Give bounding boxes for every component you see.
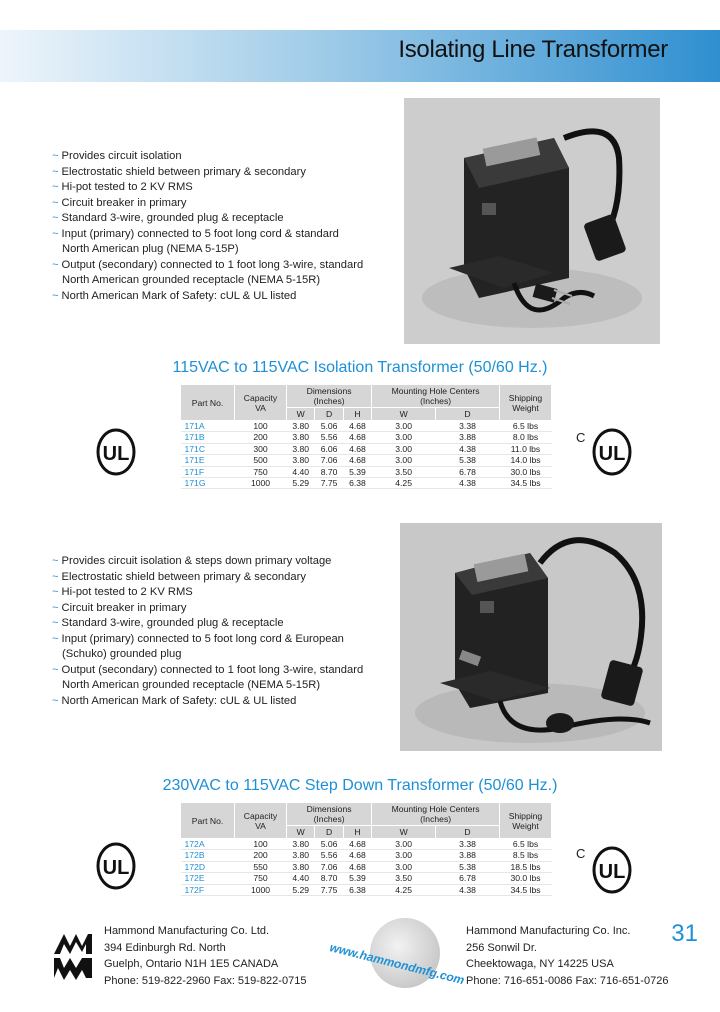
part-number-cell: 172D	[181, 861, 235, 872]
table-row	[181, 861, 552, 872]
product-photo-171	[404, 98, 660, 344]
table-cell: 3.00	[372, 443, 436, 454]
part-number-cell: 172B	[181, 850, 235, 861]
table-cell: 4.40	[287, 873, 315, 884]
table-row	[181, 455, 552, 466]
bullet-tilde-icon: ~	[52, 165, 59, 178]
table-cell: 4.68	[343, 839, 371, 850]
feature-item	[52, 663, 363, 679]
feature-item	[52, 570, 363, 586]
header-mount-w: W	[372, 408, 436, 421]
table-cell: 3.00	[372, 839, 436, 850]
table-cell: 4.68	[343, 432, 371, 443]
table-row	[181, 466, 552, 477]
feature-text: Input (primary) connected to 5 foot long cord & standard	[61, 227, 339, 240]
feature-text: North American grounded receptacle (NEMA 5-15R)	[62, 679, 321, 691]
table-cell: 3.88	[436, 432, 500, 443]
table-cell: 3.50	[372, 873, 436, 884]
part-number-cell: 171C	[181, 443, 235, 454]
table-cell: 3.88	[436, 850, 500, 861]
cul-listed-logo	[592, 428, 632, 476]
table-cell: 7.75	[315, 478, 343, 489]
footer-canada-address	[104, 923, 306, 989]
footer-usa-phone: Phone: 716-651-0086 Fax: 716-651-0726	[466, 974, 669, 987]
cul-c-mark: C	[576, 430, 586, 445]
bullet-tilde-icon: ~	[52, 196, 59, 209]
table-cell: 5.06	[315, 839, 343, 850]
feature-text: Hi-pot tested to 2 KV RMS	[61, 586, 193, 598]
feature-text: Provides circuit isolation	[61, 150, 182, 162]
table-cell: 3.38	[436, 839, 500, 850]
feature-item	[52, 289, 363, 305]
table-cell: 3.00	[372, 850, 436, 861]
table-cell: 300	[235, 443, 287, 454]
table-cell: 550	[235, 861, 287, 872]
header-part-no: Part No.	[181, 803, 235, 839]
bullet-tilde-icon: ~	[52, 555, 59, 567]
feature-item	[52, 601, 363, 617]
feature-text: North American Mark of Safety: cUL & UL listed	[61, 694, 297, 707]
feature-text: Output (secondary) connected to 1 foot long 3-wire, standard	[61, 258, 364, 271]
table-cell: 3.80	[287, 839, 315, 850]
table-row	[181, 850, 552, 861]
table-cell: 1000	[235, 884, 287, 895]
table-cell: 8.70	[315, 466, 343, 477]
table-cell: 200	[235, 850, 287, 861]
table-cell: 500	[235, 455, 287, 466]
table-cell: 750	[235, 873, 287, 884]
footer-usa-company: Hammond Manufacturing Co. Inc.	[466, 925, 631, 937]
table-cell: 3.80	[287, 432, 315, 443]
table-row	[181, 839, 552, 850]
feature-text: Circuit breaker in primary	[61, 196, 187, 209]
feature-item	[52, 165, 363, 181]
product-photo-172	[400, 523, 662, 751]
ul-logo-text: UL	[102, 443, 130, 465]
header-dim-w: W	[287, 408, 315, 421]
table-cell: 100	[235, 421, 287, 432]
feature-text: North American grounded receptacle (NEMA 5-15R)	[62, 274, 321, 286]
footer-canada-city: Guelph, Ontario N1H 1E5 CANADA	[104, 958, 279, 970]
header-shipping: Shipping Weight	[500, 803, 552, 839]
feature-list-2	[52, 554, 363, 709]
part-number-cell: 171F	[181, 466, 235, 477]
footer-usa-street: 256 Sonwil Dr.	[466, 941, 537, 954]
table-cell: 3.80	[287, 443, 315, 454]
feature-text: (Schuko) grounded plug	[62, 648, 182, 660]
table-cell: 7.06	[315, 861, 343, 872]
feature-item	[52, 211, 363, 227]
table-cell: 4.25	[372, 478, 436, 489]
table-cell: 4.68	[343, 861, 371, 872]
page-number: 31	[671, 920, 698, 947]
table-cell: 4.68	[343, 850, 371, 861]
feature-item	[52, 554, 363, 570]
footer-canada-company: Hammond Manufacturing Co. Ltd.	[104, 925, 270, 937]
ul-listed-logo	[96, 842, 136, 890]
table-cell: 5.39	[343, 466, 371, 477]
table-cell: 6.38	[343, 884, 371, 895]
feature-text: Electrostatic shield between primary & secondary	[61, 165, 306, 178]
table-cell: 5.39	[343, 873, 371, 884]
table-cell: 6.5 lbs	[500, 421, 552, 432]
part-number-cell: 171A	[181, 421, 235, 432]
table-cell: 4.38	[436, 478, 500, 489]
table-row	[181, 478, 552, 489]
feature-item	[52, 242, 363, 258]
bullet-tilde-icon: ~	[52, 586, 59, 598]
table-row	[181, 432, 552, 443]
header-mounting: Mounting Hole Centers (Inches)	[372, 803, 500, 826]
footer-usa-address	[466, 923, 668, 989]
table-row	[181, 443, 552, 454]
table-cell: 3.80	[287, 850, 315, 861]
header-dim-d: D	[315, 826, 343, 839]
part-number-cell: 171E	[181, 455, 235, 466]
bullet-tilde-icon: ~	[52, 694, 59, 707]
header-dim-d: D	[315, 408, 343, 421]
spec-table-172	[180, 802, 552, 896]
feature-text: Electrostatic shield between primary & secondary	[61, 570, 306, 583]
feature-item	[52, 273, 363, 289]
feature-item	[52, 180, 363, 196]
table-cell: 6.78	[436, 466, 500, 477]
footer-canada-street: 394 Edinburgh Rd. North	[104, 941, 226, 954]
bullet-tilde-icon: ~	[52, 258, 59, 271]
section-title-172: 230VAC to 115VAC Step Down Transformer (50/60 Hz.)	[162, 777, 558, 794]
feature-text: Standard 3-wire, grounded plug & receptacle	[61, 212, 284, 224]
table-cell: 3.80	[287, 421, 315, 432]
header-shipping: Shipping Weight	[500, 385, 552, 421]
header-mounting: Mounting Hole Centers (Inches)	[372, 385, 500, 408]
table-cell: 30.0 lbs	[500, 466, 552, 477]
header-dimensions: Dimensions (Inches)	[287, 803, 372, 826]
bullet-tilde-icon: ~	[52, 227, 59, 240]
ul-logo-text: UL	[598, 443, 626, 465]
table-cell: 7.06	[315, 455, 343, 466]
table-cell: 3.38	[436, 421, 500, 432]
part-number-cell: 172E	[181, 873, 235, 884]
table-cell: 8.0 lbs	[500, 432, 552, 443]
header-capacity: Capacity VA	[235, 803, 287, 839]
cul-listed-logo	[592, 846, 632, 894]
feature-text: North American Mark of Safety: cUL & UL listed	[61, 289, 297, 302]
table-cell: 4.25	[372, 884, 436, 895]
feature-item	[52, 149, 363, 165]
header-dim-h: H	[343, 826, 371, 839]
header-dimensions: Dimensions (Inches)	[287, 385, 372, 408]
part-number-cell: 172A	[181, 839, 235, 850]
table-cell: 5.56	[315, 850, 343, 861]
part-number-cell: 171B	[181, 432, 235, 443]
footer-canada-phone: Phone: 519-822-2960 Fax: 519-822-0715	[104, 974, 307, 987]
table-cell: 3.80	[287, 861, 315, 872]
feature-text: Output (secondary) connected to 1 foot long 3-wire, standard	[61, 663, 364, 676]
table-row	[181, 873, 552, 884]
table-cell: 8.5 lbs	[500, 850, 552, 861]
header-mount-d: D	[436, 408, 500, 421]
footer-usa-city: Cheektowaga, NY 14225 USA	[466, 958, 614, 970]
table-cell: 200	[235, 432, 287, 443]
section-title-171: 115VAC to 115VAC Isolation Transformer (50/60 Hz.)	[172, 359, 548, 376]
ul-logo-text: UL	[102, 857, 130, 879]
table-cell: 1000	[235, 478, 287, 489]
bullet-tilde-icon: ~	[52, 632, 59, 645]
feature-item	[52, 585, 363, 601]
feature-item	[52, 196, 363, 212]
table-cell: 100	[235, 839, 287, 850]
header-mount-d: D	[436, 826, 500, 839]
bullet-tilde-icon: ~	[52, 212, 59, 224]
table-cell: 34.5 lbs	[500, 884, 552, 895]
table-cell: 5.29	[287, 884, 315, 895]
hammond-logo-icon	[50, 928, 100, 984]
table-cell: 3.00	[372, 861, 436, 872]
table-cell: 5.56	[315, 432, 343, 443]
cul-c-mark: C	[576, 846, 586, 861]
table-cell: 14.0 lbs	[500, 455, 552, 466]
bullet-tilde-icon: ~	[52, 150, 59, 162]
header-part-no: Part No.	[181, 385, 235, 421]
feature-text: Standard 3-wire, grounded plug & receptacle	[61, 617, 284, 629]
feature-item	[52, 616, 363, 632]
table-cell: 3.50	[372, 466, 436, 477]
table-cell: 6.78	[436, 873, 500, 884]
bullet-tilde-icon: ~	[52, 289, 59, 302]
table-cell: 30.0 lbs	[500, 873, 552, 884]
header-capacity: Capacity VA	[235, 385, 287, 421]
table-cell: 3.00	[372, 432, 436, 443]
table-cell: 4.68	[343, 443, 371, 454]
feature-text: Input (primary) connected to 5 foot long cord & European	[61, 632, 344, 645]
feature-item	[52, 678, 363, 694]
table-cell: 6.5 lbs	[500, 839, 552, 850]
table-cell: 34.5 lbs	[500, 478, 552, 489]
ul-logo-text: UL	[598, 861, 626, 883]
table-cell: 5.06	[315, 421, 343, 432]
table-cell: 3.80	[287, 455, 315, 466]
bullet-tilde-icon: ~	[52, 181, 59, 193]
page-title: Isolating Line Transformer	[398, 36, 668, 63]
part-number-cell: 171G	[181, 478, 235, 489]
bullet-tilde-icon: ~	[52, 617, 59, 629]
table-row	[181, 421, 552, 432]
table-cell: 4.68	[343, 421, 371, 432]
table-cell: 4.40	[287, 466, 315, 477]
bullet-tilde-icon: ~	[52, 663, 59, 676]
bullet-tilde-icon: ~	[52, 570, 59, 583]
feature-text: Hi-pot tested to 2 KV RMS	[61, 181, 193, 193]
website-link[interactable]: www.hammondmfg.com	[328, 940, 466, 988]
table-cell: 3.00	[372, 421, 436, 432]
table-cell: 4.38	[436, 443, 500, 454]
feature-text: Provides circuit isolation & steps down primary voltage	[61, 555, 332, 567]
table-cell: 18.5 lbs	[500, 861, 552, 872]
feature-list-1	[52, 149, 363, 304]
table-cell: 5.38	[436, 455, 500, 466]
table-cell: 7.75	[315, 884, 343, 895]
bullet-tilde-icon: ~	[52, 601, 59, 614]
table-cell: 4.68	[343, 455, 371, 466]
table-cell: 3.00	[372, 455, 436, 466]
feature-item	[52, 694, 363, 710]
header-dim-w: W	[287, 826, 315, 839]
table-row	[181, 884, 552, 895]
table-cell: 5.38	[436, 861, 500, 872]
feature-item	[52, 632, 363, 648]
feature-text: North American plug (NEMA 5-15P)	[62, 243, 239, 255]
table-cell: 6.06	[315, 443, 343, 454]
ul-listed-logo	[96, 428, 136, 476]
spec-table-171	[180, 384, 552, 489]
part-number-cell: 172F	[181, 884, 235, 895]
feature-item	[52, 258, 363, 274]
feature-item	[52, 227, 363, 243]
header-dim-h: H	[343, 408, 371, 421]
feature-item	[52, 647, 363, 663]
table-cell: 4.38	[436, 884, 500, 895]
table-cell: 5.29	[287, 478, 315, 489]
header-mount-w: W	[372, 826, 436, 839]
table-cell: 8.70	[315, 873, 343, 884]
feature-text: Circuit breaker in primary	[61, 601, 187, 614]
table-cell: 11.0 lbs	[500, 443, 552, 454]
table-cell: 6.38	[343, 478, 371, 489]
table-cell: 750	[235, 466, 287, 477]
